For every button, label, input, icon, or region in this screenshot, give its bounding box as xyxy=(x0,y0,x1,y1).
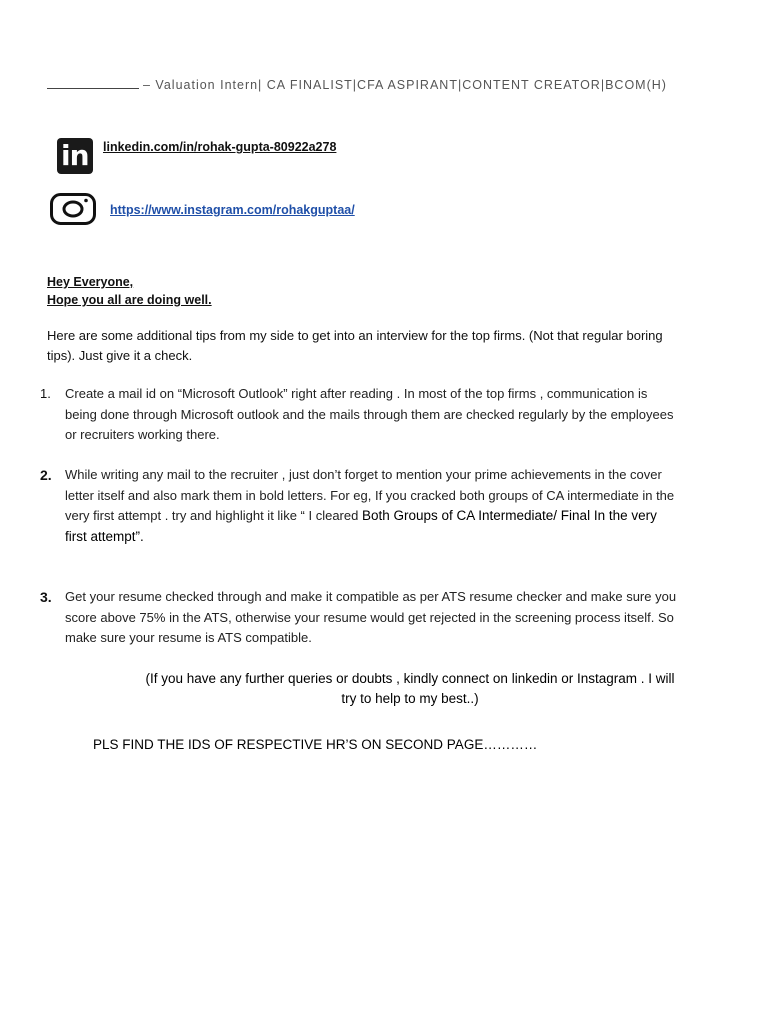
tip-number: 2. xyxy=(40,467,52,483)
greeting-line-1: Hey Everyone, xyxy=(47,275,134,289)
instagram-icon[interactable] xyxy=(49,192,97,226)
tip-text xyxy=(65,384,677,446)
linkedin-link[interactable]: linkedin.com/in/rohak-gupta-80922a278 xyxy=(103,140,337,154)
header-line xyxy=(47,78,667,92)
tip-number: 1. xyxy=(40,386,51,401)
intro-paragraph: Here are some additional tips from my side to get into an interview for the top firms. (Not that regular boring tips). Just give it a check. xyxy=(47,328,663,363)
closing-note: (If you have any further queries or doubts , kindly connect on linkedin or Instagram . I will try to help to my best..) xyxy=(145,671,675,706)
tip-text-body: Create a mail id on “Microsoft Outlook” right after reading . In most of the top firms , communication is being done through Microsoft outlook and the mails through them are checked regularly by the employees or recruiters working there. xyxy=(65,386,674,442)
linkedin-icon[interactable]: in xyxy=(57,138,93,174)
tip-text xyxy=(65,587,677,649)
name-blank xyxy=(47,78,139,89)
greeting xyxy=(47,273,212,309)
tip-text xyxy=(65,465,677,547)
header-subtitle: – Valuation Intern| CA FINALIST|CFA ASPIRANT|CONTENT CREATOR|BCOM(H) xyxy=(143,78,667,92)
greeting-line-2: Hope you all are doing well. xyxy=(47,293,212,307)
tip-number: 3. xyxy=(40,589,52,605)
tip-text-body: While writing any mail to the recruiter , just don’t forget to mention your prime achievements in the cover letter itself and also mark them in bold letters. For eg, If you cracked both groups of CA intermediate in the very first attempt . try and highlight it like “ I cleared xyxy=(65,467,675,523)
tip-text-body: Get your resume checked through and make it compatible as per ATS resume checker and make sure you score above 75% in the ATS, otherwise your resume would get rejected in the screening process itself. So make sure your resume is ATS compatible. xyxy=(65,589,677,645)
tip-highlight: Both Groups of CA Intermediate/ Final In the very first attempt”. xyxy=(65,508,657,544)
footer-note: PLS FIND THE IDS OF RESPECTIVE HR’S ON SECOND PAGE………… xyxy=(93,737,538,752)
instagram-link[interactable]: https://www.instagram.com/rohakguptaa/ xyxy=(110,203,355,217)
